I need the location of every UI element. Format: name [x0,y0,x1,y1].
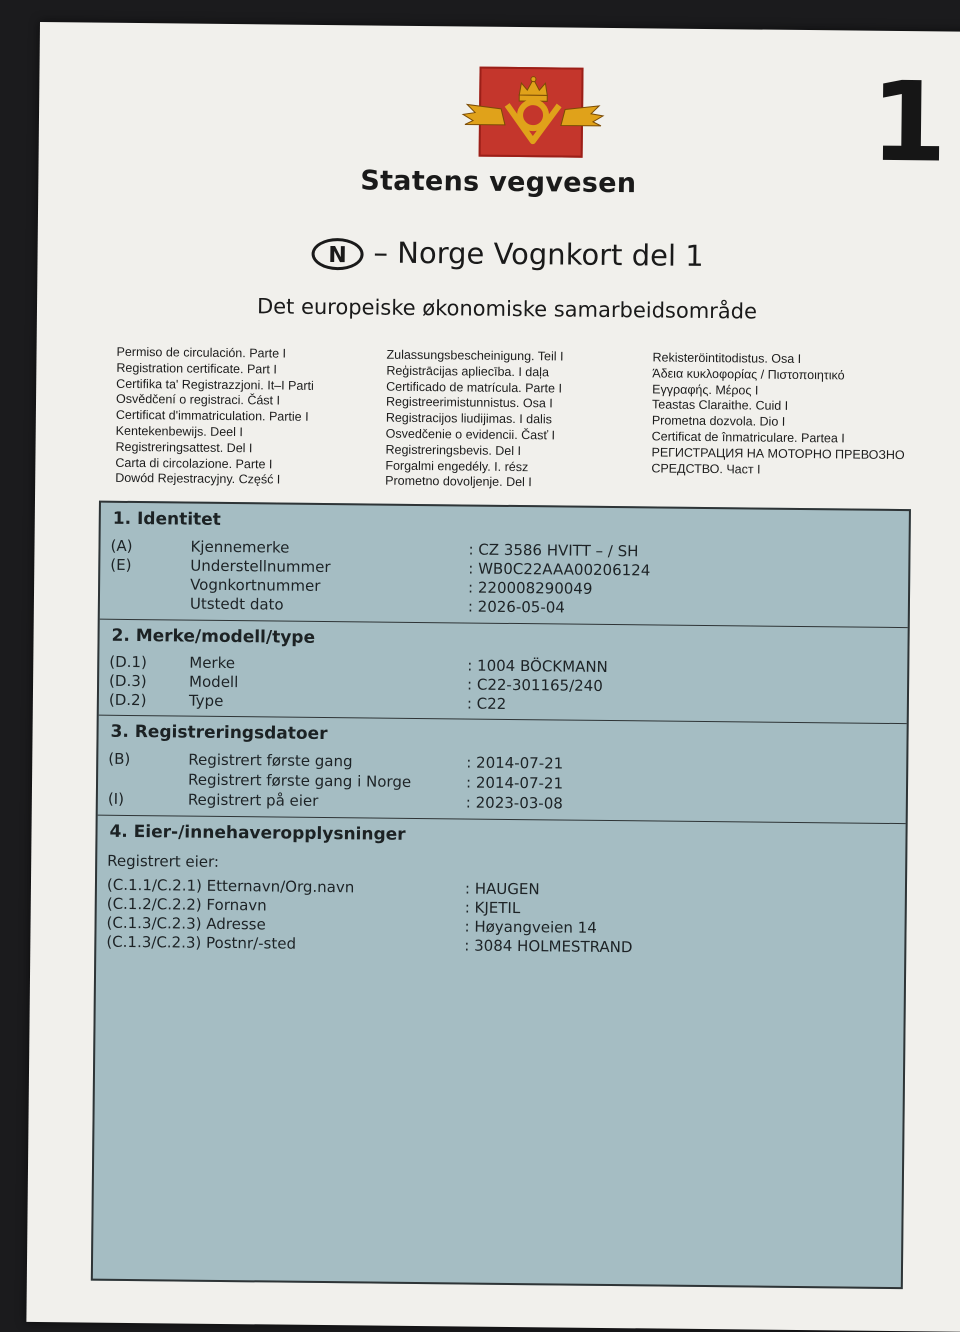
language-title: Dowód Rejestracyjny. Część I [115,471,281,487]
field-label: Modell [189,672,239,692]
field-label: Merke [189,653,236,673]
language-title: Teastas Claraithe. Cuid I [651,397,789,414]
field-value: : CZ 3586 HVITT – / SH [468,540,639,561]
field-code: (D.2) [108,690,147,710]
language-title: Registreringsbevis. Del I [385,442,522,458]
field-value: : 3084 HOLMESTRAND [464,936,633,957]
language-title: Carta di circolazione. Parte I [115,455,273,472]
language-title: Certificat d'immatriculation. Partie I [115,408,309,425]
field-value: : C22-301165/240 [466,675,603,695]
language-title: Certificat de înmatriculare. Partea I [651,429,845,446]
field-value: : 2026-05-04 [467,597,565,617]
document-title [37,232,960,277]
field-value: : 1004 BÖCKMANN [467,656,608,676]
field-label: Kjennemerke [190,537,290,557]
page-number: 1 [869,57,948,187]
section-title: 4. Eier-/innehaveropplysninger [109,821,406,845]
language-title: РЕГИСТРАЦИЯ НА МОТОРНО ПРЕВОЗНО [651,445,905,462]
language-title: Kentekenbewijs. Deel I [115,423,243,440]
field-label: Type [188,691,224,710]
section-identitet [100,503,909,627]
field-value: : C22 [466,694,507,713]
language-title: Registreringsattest. Del I [115,439,253,456]
country-badge: N [311,238,363,271]
language-column-3 [651,350,905,479]
language-title: Osvědčení o registraci. Část I [115,392,281,408]
language-title: Certificado de matrícula. Parte I [386,379,563,396]
field-value: : 220008290049 [468,578,593,598]
field-code: (D.3) [109,671,147,691]
section-title: 1. Identitet [112,508,221,530]
field-value: : 2023-03-08 [465,793,563,813]
section-title: 3. Registreringsdatoer [110,721,328,745]
field-label: Registrert første gang i Norge [187,770,412,791]
language-title: Certifika ta' Registrazzjoni. It–I Parti [116,376,314,393]
field-value: : Høyangveien 14 [464,917,597,937]
crown-emblem-icon [479,67,584,158]
language-title: Permiso de circulación. Parte I [116,344,287,361]
field-code: (A) [110,536,133,555]
field-label: (C.1.3/C.2.3) Adresse [106,913,266,934]
language-title: Εγγραφής. Μέρος I [652,382,759,398]
language-title: Registration certificate. Part I [116,360,277,377]
field-code: (D.1) [109,652,147,672]
field-label: Vognkortnummer [190,575,321,595]
field-label: (C.1.3/C.2.3) Postnr/-sted [106,932,297,953]
field-code: (B) [108,749,131,768]
document-subtitle: Det europeiske økonomiske samarbeidsområde [256,294,758,324]
field-code: (E) [110,555,132,574]
field-value: : KJETIL [464,898,521,918]
field-label: Registrert på eier [187,790,319,810]
field-label: Understellnummer [190,556,331,577]
section-eier [93,815,906,1290]
language-title: Zulassungsbescheinigung. Teil I [386,347,564,364]
owner-intro: Registrert eier: [107,851,220,871]
language-title: Άδεια κυκλοφορίας / Πιστοποιητικό [652,366,845,383]
language-title: Registracijos liudijimas. I dalis [385,410,552,427]
language-title: Osvedčenie o evidencii. Časť I [385,426,556,443]
language-title: СРЕДСТВО. Част I [651,461,761,477]
field-label: Registrert første gang [188,750,353,771]
language-title: Rekisteröintitodistus. Osa I [652,350,802,366]
section-title: 2. Merke/modell/type [111,625,316,648]
language-title: Registreerimistunnistus. Osa I [385,395,553,411]
language-title: Forgalmi engedély. I. rész [385,458,529,474]
language-column-2 [385,348,563,492]
title-text: – Norge Vognkort del 1 [373,235,704,273]
agency-name: Statens vegvesen [360,165,637,200]
language-title: Prometno dovoljenje. Del I [385,474,532,490]
registration-form [91,501,911,1289]
language-title: Prometna dozvola. Dio I [651,413,786,430]
section-merke-modell-type [99,619,908,724]
field-value: : 2014-07-21 [466,753,564,773]
field-value: : WB0C22AAA00206124 [468,559,651,580]
field-label: (C.1.1/C.2.1) Etternavn/Org.navn [106,875,355,897]
field-code: (I) [107,789,125,808]
field-value: : HAUGEN [464,879,540,899]
language-column-1 [115,345,314,489]
field-label: Utstedt dato [189,594,284,614]
language-title: Reģistrācijas apliecība. I daļa [386,363,550,380]
field-value: : 2014-07-21 [465,773,564,793]
registration-certificate-page [26,22,960,1332]
section-registreringsdatoer [98,715,907,824]
field-label: (C.1.2/C.2.2) Fornavn [106,894,267,915]
